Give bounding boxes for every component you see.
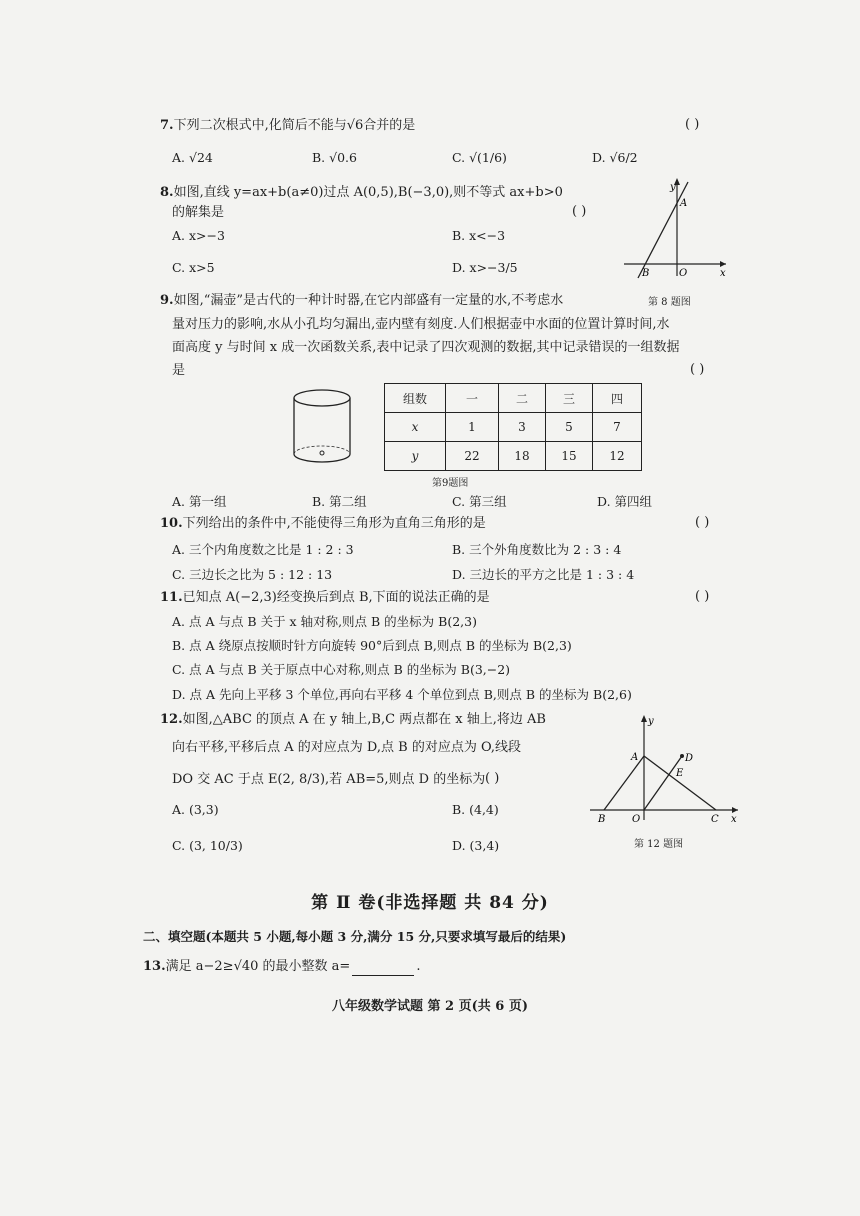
question-stem: 如图,“漏壶”是古代的一种计时器,在它内部盛有一定量的水,不考虑水	[173, 293, 564, 308]
label-x: x	[720, 268, 726, 279]
option-b: B. x<−3	[452, 228, 506, 243]
label-b: B	[598, 814, 606, 824]
observation-table	[384, 383, 642, 471]
leaking-pot-cylinder	[288, 380, 360, 476]
option-a: A. √24	[172, 150, 213, 165]
question-10	[160, 515, 486, 533]
table-cell: 22	[446, 442, 499, 471]
table-cell: 18	[499, 442, 546, 471]
question-number: 11.	[160, 590, 183, 605]
question-9-line-3: 面高度 y 与时间 x 成一次函数关系,表中记录了四次观测的数据,其中记录错误的一组数据	[172, 340, 680, 355]
table-row	[385, 442, 642, 471]
label-a: A	[631, 752, 639, 763]
option-b: B. 三个外角度数比为 2 : 3 : 4	[452, 542, 622, 557]
question-stem: 如图,直线 y=ax+b(a≠0)过点 A(0,5),B(−3,0),则不等式 ax+b>0	[173, 185, 563, 200]
segment-ab	[604, 756, 644, 810]
question-stem: 下列给出的条件中,不能使得三角形为直角三角形的是	[182, 516, 486, 531]
x-axis-arrow	[732, 807, 738, 813]
answer-paren: ( )	[572, 204, 587, 219]
question-number: 8.	[160, 185, 174, 200]
fill-in-blank-heading: 二、填空题(本题共 5 小题,每小题 3 分,满分 15 分,只要求填写最后的结果)	[143, 929, 567, 944]
section-2-title: 第 Ⅱ 卷(非选择题 共 84 分)	[311, 893, 549, 913]
label-b: B	[642, 268, 650, 279]
figure-8-caption: 第 8 题图	[648, 297, 691, 308]
table-row	[385, 413, 642, 442]
question-number: 12.	[160, 712, 183, 727]
option-a: A. (3,3)	[172, 802, 219, 817]
label-e: E	[676, 768, 684, 779]
cylinder-bottom-hidden	[294, 446, 350, 454]
table-header-cell: 一	[446, 384, 499, 413]
answer-blank[interactable]	[352, 961, 414, 976]
figure-8-graph	[620, 172, 730, 282]
question-9-line-2: 量对压力的影响,水从小孔均匀漏出,壶内壁有刻度.人们根据壶中水面的位置计算时间,水	[172, 317, 670, 332]
option-d: D. 三边长的平方之比是 1 : 3 : 4	[452, 567, 635, 582]
answer-paren: ( )	[685, 117, 700, 132]
table-cell: 15	[546, 442, 593, 471]
figure-9-caption: 第9题图	[432, 478, 469, 489]
option-c: C. (3, 10/3)	[172, 838, 243, 853]
table-cell: 12	[593, 442, 642, 471]
question-13	[143, 958, 420, 976]
option-c: C. 点 A 与点 B 关于原点中心对称,则点 B 的坐标为 B(3,−2)	[172, 662, 511, 677]
option-b: B. 第二组	[312, 494, 367, 509]
answer-paren: ( )	[690, 362, 705, 377]
table-header-cell: 组数	[385, 384, 446, 413]
leak-hole	[320, 451, 324, 455]
x-axis-arrow	[720, 261, 726, 267]
question-stem: 下列二次根式中,化简后不能与√6合并的是	[173, 118, 416, 133]
table-cell: 7	[593, 413, 642, 442]
question-number: 7.	[160, 118, 174, 133]
answer-paren: ( )	[695, 515, 710, 530]
segment-ac	[644, 756, 716, 810]
question-9-line-4: 是	[172, 363, 186, 378]
table-header-cell: 二	[499, 384, 546, 413]
label-x: x	[731, 814, 737, 824]
label-c: C	[711, 814, 719, 824]
question-8-line-1	[160, 184, 563, 202]
question-number: 9.	[160, 293, 174, 308]
option-c: C. 三边长之比为 5 : 12 : 13	[172, 567, 333, 582]
table-cell: x	[385, 413, 446, 442]
label-y: y	[648, 716, 654, 727]
table-cell: 3	[499, 413, 546, 442]
question-number: 13.	[143, 959, 166, 974]
option-c: C. √(1/6)	[452, 150, 507, 165]
option-d: D. (3,4)	[452, 838, 500, 853]
option-a: A. 第一组	[172, 494, 227, 509]
question-stem: 已知点 A(−2,3)经变换后到点 B,下面的说法正确的是	[182, 590, 490, 605]
label-d: D	[685, 753, 694, 764]
option-c: C. x>5	[172, 260, 215, 275]
option-d: D. 第四组	[597, 494, 653, 509]
label-y: y	[670, 182, 676, 193]
page-footer: 八年级数学试题 第 2 页(共 6 页)	[331, 999, 529, 1014]
question-number: 10.	[160, 516, 183, 531]
table-header-cell: 三	[546, 384, 593, 413]
question-9-line-1	[160, 292, 563, 310]
question-12-line-2: 向右平移,平移后点 A 的对应点为 D,点 B 的对应点为 O,线段	[172, 740, 521, 755]
table-cell: y	[385, 442, 446, 471]
question-stem: 满足 a−2≥√40 的最小整数 a=	[165, 959, 351, 974]
segment-do	[644, 756, 682, 810]
answer-paren: ( )	[695, 589, 710, 604]
option-b: B. 点 A 绕原点按顺时针方向旋转 90°后到点 B,则点 B 的坐标为 B(2,3)	[172, 638, 572, 653]
table-cell: 1	[446, 413, 499, 442]
option-b: B. √0.6	[312, 150, 357, 165]
y-axis-arrow	[641, 715, 647, 722]
figure-12-caption: 第 12 题图	[634, 839, 684, 850]
option-d: D. √6/2	[592, 150, 638, 165]
option-a: A. 点 A 与点 B 关于 x 轴对称,则点 B 的坐标为 B(2,3)	[172, 614, 477, 629]
table-header-row	[385, 384, 642, 413]
question-8-line-2: 的解集是	[172, 205, 225, 220]
label-o: O	[632, 814, 641, 824]
answer-paren: ( )	[485, 771, 500, 786]
question-end: .	[416, 959, 421, 974]
point-d	[680, 754, 684, 758]
question-stem: 如图,△ABC 的顶点 A 在 y 轴上,B,C 两点都在 x 轴上,将边 AB	[182, 712, 546, 727]
option-b: B. (4,4)	[452, 802, 499, 817]
option-d: D. 点 A 先向上平移 3 个单位,再向右平移 4 个单位到点 B,则点 B 的坐标为 B(2,6)	[172, 687, 632, 702]
label-o: O	[679, 268, 688, 279]
question-12-line-1	[160, 711, 546, 729]
table-header-cell: 四	[593, 384, 642, 413]
question-11	[160, 589, 490, 607]
option-c: C. 第三组	[452, 494, 507, 509]
question-7	[160, 117, 415, 135]
option-a: A. x>−3	[172, 228, 225, 243]
figure-12-graph	[590, 712, 740, 824]
option-d: D. x>−3/5	[452, 260, 518, 275]
question-12-line-3: DO 交 AC 于点 E(2, 8/3),若 AB=5,则点 D 的坐标为	[172, 772, 486, 787]
cylinder-top	[294, 390, 350, 406]
table-cell: 5	[546, 413, 593, 442]
label-a: A	[680, 198, 688, 209]
option-a: A. 三个内角度数之比是 1 : 2 : 3	[172, 542, 354, 557]
